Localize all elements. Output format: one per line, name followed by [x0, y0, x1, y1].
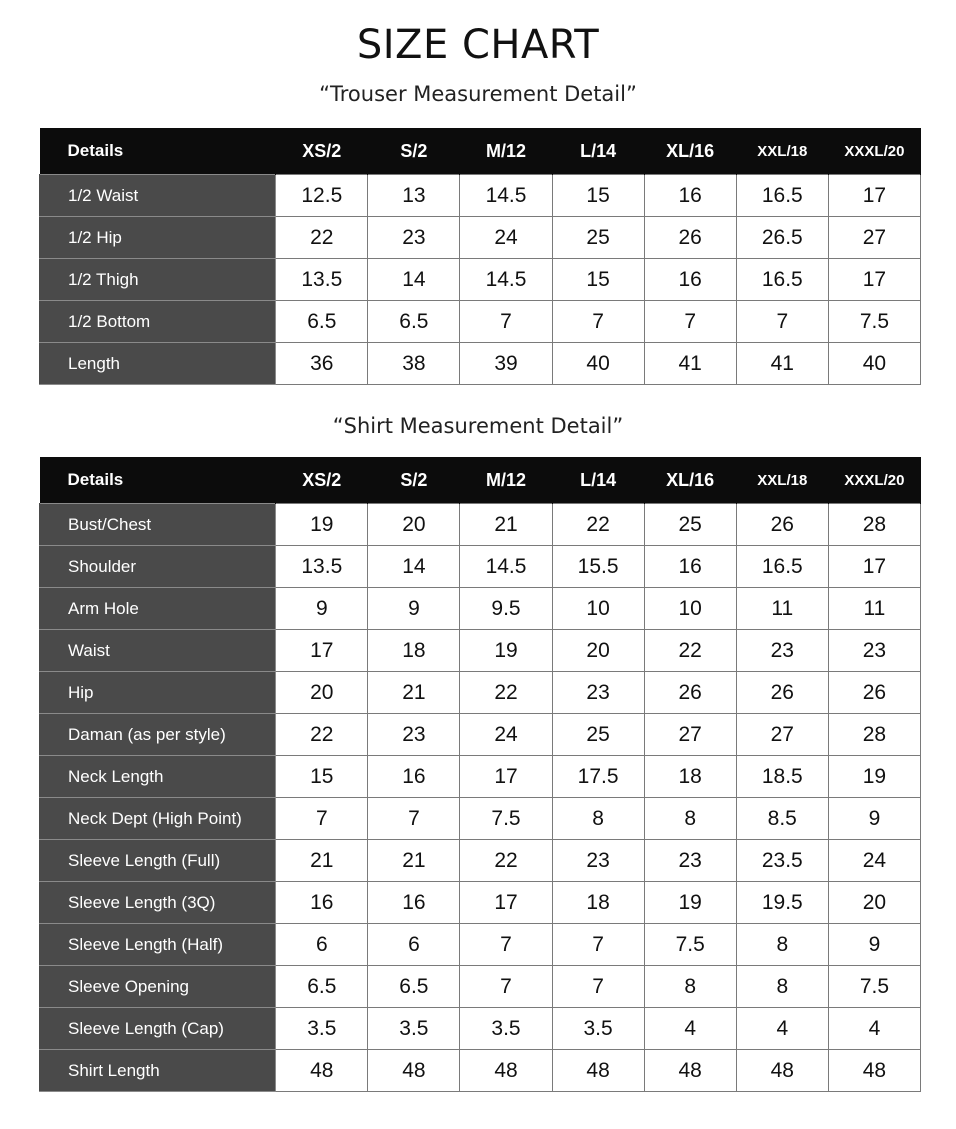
measurement-cell: 40	[828, 343, 920, 385]
measurement-cell: 21	[276, 840, 368, 882]
measurement-cell: 8	[736, 966, 828, 1008]
measurement-cell: 7	[736, 301, 828, 343]
table-row	[40, 343, 921, 385]
measurement-cell: 6.5	[276, 966, 368, 1008]
measurement-cell: 25	[552, 714, 644, 756]
size-header-xxxl-20: XXXL/20	[828, 128, 920, 175]
measurement-cell: 48	[276, 1050, 368, 1092]
measurement-cell: 39	[460, 343, 552, 385]
measurement-cell: 22	[460, 672, 552, 714]
measurement-cell: 20	[828, 882, 920, 924]
measurement-cell: 27	[828, 217, 920, 259]
measurement-cell: 23	[552, 840, 644, 882]
measurement-cell: 14	[368, 259, 460, 301]
size-header-m-12: M/12	[460, 128, 552, 175]
measurement-cell: 6.5	[368, 301, 460, 343]
row-label: Sleeve Length (3Q)	[40, 882, 276, 924]
measurement-cell: 17	[828, 546, 920, 588]
shirt-section-title: “Shirt Measurement Detail”	[332, 414, 624, 438]
row-label: Sleeve Length (Full)	[40, 840, 276, 882]
measurement-cell: 6.5	[368, 966, 460, 1008]
row-label: 1/2 Waist	[40, 175, 276, 217]
measurement-cell: 7.5	[828, 966, 920, 1008]
measurement-cell: 9.5	[460, 588, 552, 630]
measurement-cell: 19	[828, 756, 920, 798]
measurement-cell: 23	[368, 217, 460, 259]
measurement-cell: 15.5	[552, 546, 644, 588]
measurement-cell: 3.5	[460, 1008, 552, 1050]
measurement-cell: 14.5	[460, 175, 552, 217]
measurement-cell: 26	[828, 672, 920, 714]
row-label: Sleeve Opening	[40, 966, 276, 1008]
measurement-cell: 14.5	[460, 546, 552, 588]
measurement-cell: 16	[368, 756, 460, 798]
measurement-cell: 12.5	[276, 175, 368, 217]
table-row	[40, 798, 921, 840]
measurement-cell: 11	[736, 588, 828, 630]
measurement-cell: 22	[276, 714, 368, 756]
row-label: Hip	[40, 672, 276, 714]
table-row	[40, 882, 921, 924]
measurement-cell: 26	[736, 672, 828, 714]
row-label: Waist	[40, 630, 276, 672]
measurement-cell: 19	[276, 504, 368, 546]
measurement-cell: 10	[644, 588, 736, 630]
header-details-label: Details	[40, 457, 276, 504]
row-label: 1/2 Bottom	[40, 301, 276, 343]
row-label: Sleeve Length (Cap)	[40, 1008, 276, 1050]
measurement-cell: 3.5	[368, 1008, 460, 1050]
table-row	[40, 966, 921, 1008]
measurement-cell: 18	[552, 882, 644, 924]
row-label: Shirt Length	[40, 1050, 276, 1092]
measurement-cell: 16	[276, 882, 368, 924]
measurement-cell: 23	[828, 630, 920, 672]
measurement-cell: 23.5	[736, 840, 828, 882]
measurement-cell: 16	[644, 546, 736, 588]
table-row	[40, 756, 921, 798]
trouser-section-title: “Trouser Measurement Detail”	[319, 82, 637, 106]
measurement-cell: 17	[276, 630, 368, 672]
measurement-cell: 22	[276, 217, 368, 259]
measurement-cell: 26	[644, 217, 736, 259]
table-row	[40, 1008, 921, 1050]
measurement-cell: 26.5	[736, 217, 828, 259]
measurement-cell: 20	[368, 504, 460, 546]
row-label: Neck Dept (High Point)	[40, 798, 276, 840]
size-header-xxl-18: XXL/18	[736, 457, 828, 504]
measurement-cell: 24	[460, 217, 552, 259]
measurement-cell: 21	[368, 840, 460, 882]
measurement-cell: 19.5	[736, 882, 828, 924]
size-header-xl-16: XL/16	[644, 457, 736, 504]
measurement-cell: 27	[644, 714, 736, 756]
measurement-cell: 16	[644, 259, 736, 301]
measurement-cell: 48	[368, 1050, 460, 1092]
measurement-cell: 26	[736, 504, 828, 546]
measurement-cell: 7.5	[460, 798, 552, 840]
size-header-s-2: S/2	[368, 128, 460, 175]
table-row	[40, 714, 921, 756]
row-label: Shoulder	[40, 546, 276, 588]
measurement-cell: 17	[828, 175, 920, 217]
measurement-cell: 3.5	[276, 1008, 368, 1050]
measurement-cell: 28	[828, 714, 920, 756]
measurement-cell: 16.5	[736, 175, 828, 217]
measurement-cell: 9	[368, 588, 460, 630]
size-header-xs-2: XS/2	[276, 128, 368, 175]
shirt-size-table	[39, 457, 921, 1092]
measurement-cell: 41	[736, 343, 828, 385]
size-header-s-2: S/2	[368, 457, 460, 504]
measurement-cell: 23	[644, 840, 736, 882]
measurement-cell: 16.5	[736, 546, 828, 588]
measurement-cell: 25	[644, 504, 736, 546]
measurement-cell: 6.5	[276, 301, 368, 343]
size-header-xxxl-20: XXXL/20	[828, 457, 920, 504]
measurement-cell: 7	[276, 798, 368, 840]
row-label: Bust/Chest	[40, 504, 276, 546]
table-row	[40, 840, 921, 882]
measurement-cell: 17.5	[552, 756, 644, 798]
measurement-cell: 15	[552, 175, 644, 217]
measurement-cell: 19	[644, 882, 736, 924]
measurement-cell: 48	[552, 1050, 644, 1092]
table-row	[40, 630, 921, 672]
measurement-cell: 8	[644, 966, 736, 1008]
measurement-cell: 14	[368, 546, 460, 588]
measurement-cell: 7	[552, 966, 644, 1008]
measurement-cell: 6	[276, 924, 368, 966]
table-row	[40, 259, 921, 301]
size-header-xxl-18: XXL/18	[736, 128, 828, 175]
measurement-cell: 7	[644, 301, 736, 343]
table-row	[40, 217, 921, 259]
table-row	[40, 175, 921, 217]
measurement-cell: 8	[644, 798, 736, 840]
measurement-cell: 22	[644, 630, 736, 672]
measurement-cell: 9	[828, 924, 920, 966]
measurement-cell: 48	[644, 1050, 736, 1092]
row-label: Arm Hole	[40, 588, 276, 630]
measurement-cell: 6	[368, 924, 460, 966]
header-details-label: Details	[40, 128, 276, 175]
measurement-cell: 15	[276, 756, 368, 798]
measurement-cell: 13.5	[276, 259, 368, 301]
measurement-cell: 7.5	[644, 924, 736, 966]
measurement-cell: 8.5	[736, 798, 828, 840]
measurement-cell: 13	[368, 175, 460, 217]
measurement-cell: 4	[828, 1008, 920, 1050]
table-row	[40, 546, 921, 588]
size-header-l-14: L/14	[552, 457, 644, 504]
measurement-cell: 9	[828, 798, 920, 840]
measurement-cell: 19	[460, 630, 552, 672]
measurement-cell: 4	[736, 1008, 828, 1050]
measurement-cell: 13.5	[276, 546, 368, 588]
row-label: Neck Length	[40, 756, 276, 798]
measurement-cell: 7.5	[828, 301, 920, 343]
row-label: Sleeve Length (Half)	[40, 924, 276, 966]
measurement-cell: 22	[552, 504, 644, 546]
table-row	[40, 1050, 921, 1092]
measurement-cell: 48	[460, 1050, 552, 1092]
row-label: 1/2 Thigh	[40, 259, 276, 301]
measurement-cell: 18.5	[736, 756, 828, 798]
table-row	[40, 301, 921, 343]
row-label: Length	[40, 343, 276, 385]
measurement-cell: 38	[368, 343, 460, 385]
table-row	[40, 504, 921, 546]
table-row	[40, 672, 921, 714]
measurement-cell: 16	[368, 882, 460, 924]
size-header-xl-16: XL/16	[644, 128, 736, 175]
measurement-cell: 23	[736, 630, 828, 672]
measurement-cell: 10	[552, 588, 644, 630]
measurement-cell: 22	[460, 840, 552, 882]
measurement-cell: 18	[644, 756, 736, 798]
page-title: SIZE CHART	[356, 22, 600, 68]
size-header-l-14: L/14	[552, 128, 644, 175]
measurement-cell: 20	[552, 630, 644, 672]
measurement-cell: 3.5	[552, 1008, 644, 1050]
measurement-cell: 36	[276, 343, 368, 385]
measurement-cell: 20	[276, 672, 368, 714]
measurement-cell: 48	[736, 1050, 828, 1092]
measurement-cell: 26	[644, 672, 736, 714]
measurement-cell: 25	[552, 217, 644, 259]
measurement-cell: 7	[552, 924, 644, 966]
measurement-cell: 23	[368, 714, 460, 756]
row-label: Daman (as per style)	[40, 714, 276, 756]
measurement-cell: 17	[460, 882, 552, 924]
measurement-cell: 16	[644, 175, 736, 217]
table-row	[40, 588, 921, 630]
measurement-cell: 18	[368, 630, 460, 672]
measurement-cell: 7	[460, 924, 552, 966]
measurement-cell: 16.5	[736, 259, 828, 301]
table-header-row	[40, 128, 921, 175]
measurement-cell: 7	[368, 798, 460, 840]
measurement-cell: 27	[736, 714, 828, 756]
table-row	[40, 924, 921, 966]
measurement-cell: 48	[828, 1050, 920, 1092]
measurement-cell: 9	[276, 588, 368, 630]
measurement-cell: 14.5	[460, 259, 552, 301]
measurement-cell: 28	[828, 504, 920, 546]
measurement-cell: 15	[552, 259, 644, 301]
measurement-cell: 17	[460, 756, 552, 798]
measurement-cell: 23	[552, 672, 644, 714]
size-header-xs-2: XS/2	[276, 457, 368, 504]
trouser-size-table	[39, 128, 921, 385]
measurement-cell: 8	[552, 798, 644, 840]
measurement-cell: 24	[460, 714, 552, 756]
measurement-cell: 21	[460, 504, 552, 546]
table-header-row	[40, 457, 921, 504]
row-label: 1/2 Hip	[40, 217, 276, 259]
measurement-cell: 40	[552, 343, 644, 385]
measurement-cell: 7	[460, 301, 552, 343]
measurement-cell: 17	[828, 259, 920, 301]
measurement-cell: 21	[368, 672, 460, 714]
measurement-cell: 24	[828, 840, 920, 882]
measurement-cell: 41	[644, 343, 736, 385]
size-header-m-12: M/12	[460, 457, 552, 504]
measurement-cell: 8	[736, 924, 828, 966]
measurement-cell: 11	[828, 588, 920, 630]
measurement-cell: 4	[644, 1008, 736, 1050]
measurement-cell: 7	[552, 301, 644, 343]
measurement-cell: 7	[460, 966, 552, 1008]
